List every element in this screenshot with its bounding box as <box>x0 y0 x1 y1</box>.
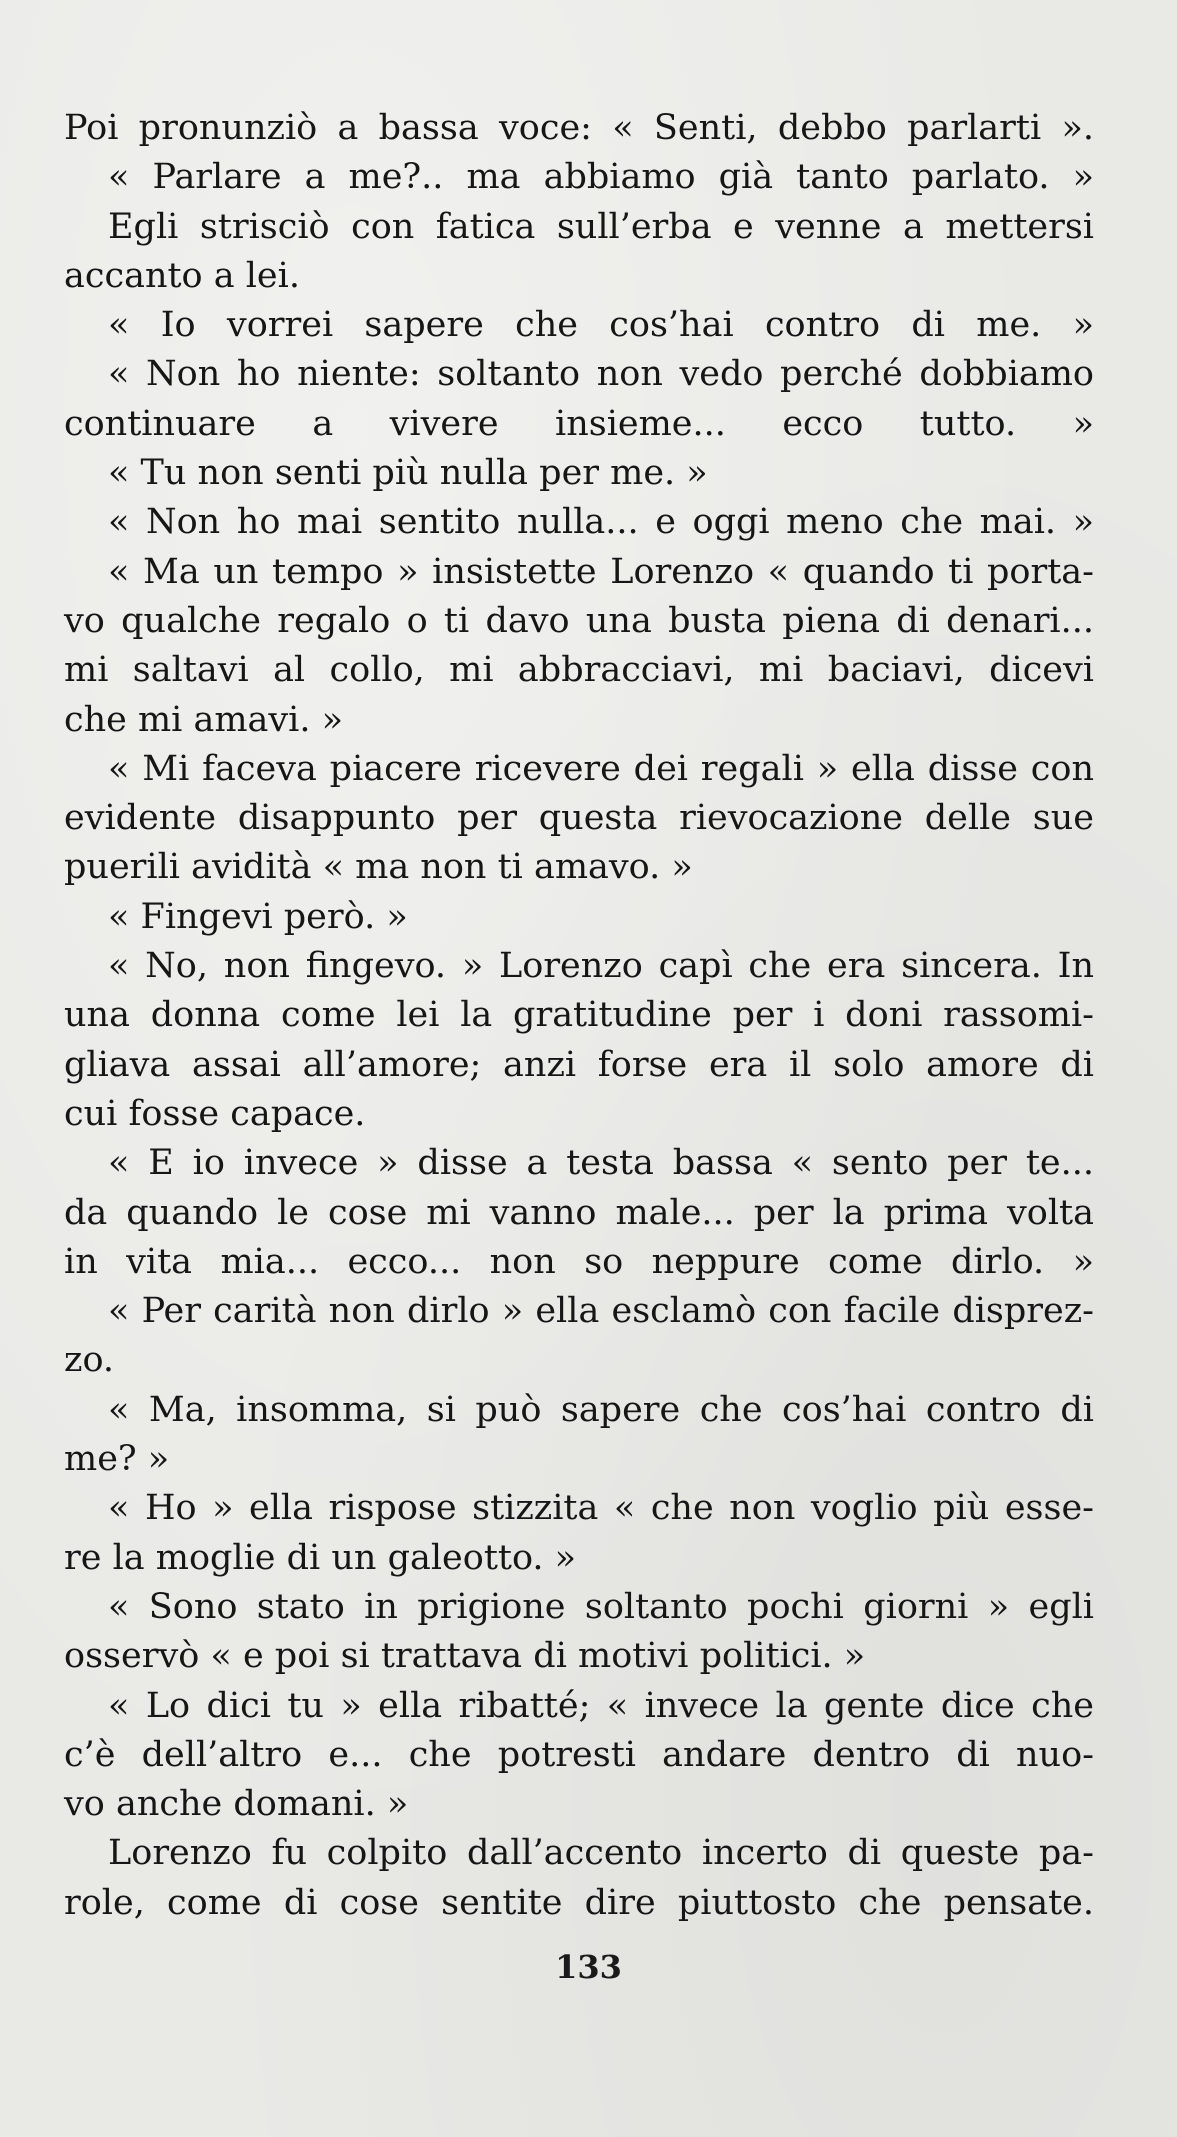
text-line: « Non ho mai sentito nulla... e oggi meno che mai. » <box>108 502 1094 543</box>
text-line: « No, non fingevo. » Lorenzo capì che era sincera. In <box>108 946 1094 987</box>
text-line: « Mi faceva piacere ricevere dei regali » ella disse con <box>108 748 1094 789</box>
text-line: mi saltavi al collo, mi abbracciavi, mi baciavi, dicevi <box>64 650 1094 691</box>
text-line: « Fingevi però. » <box>108 896 408 937</box>
text-line: « Per carità non dirlo » ella esclamò con facile disprez- <box>108 1291 1094 1332</box>
text-line: c’è dell’altro e... che potresti andare dentro di nuo- <box>64 1734 1094 1775</box>
text-line: role, come di cose sentite dire piuttosto che pensate. <box>64 1882 1094 1923</box>
text-line: osservò « e poi si trattava di motivi politici. » <box>64 1636 866 1677</box>
text-line: me? » <box>64 1439 170 1480</box>
text-line: gliava assai all’amore; anzi forse era il solo amore di <box>64 1044 1094 1085</box>
page-number: 133 <box>555 1948 622 1986</box>
text-line: « Ho » ella rispose stizzita « che non voglio più esse- <box>108 1488 1094 1529</box>
text-line: una donna come lei la gratitudine per i doni rassomi- <box>64 995 1094 1036</box>
text-line: vo anche domani. » <box>64 1784 409 1825</box>
body-text <box>64 104 1094 1928</box>
text-line: « Ma, insomma, si può sapere che cos’hai contro di <box>108 1389 1094 1430</box>
text-line: Lorenzo fu colpito dall’accento incerto di queste pa- <box>108 1833 1094 1874</box>
text-line: « Io vorrei sapere che cos’hai contro di me. » <box>108 305 1094 346</box>
text-line: « Lo dici tu » ella ribatté; « invece la gente dice che <box>108 1685 1094 1726</box>
text-line: « E io invece » disse a testa bassa « sento per te... <box>108 1143 1094 1184</box>
text-line: Egli strisciò con fatica sull’erba e venne a mettersi <box>108 206 1094 247</box>
text-line: zo. <box>64 1340 115 1381</box>
text-line: che mi amavi. » <box>64 699 344 740</box>
text-line: vo qualche regalo o ti davo una busta piena di denari... <box>64 600 1094 641</box>
text-line: re la moglie di un galeotto. » <box>64 1537 577 1578</box>
text-line: continuare a vivere insieme... ecco tutto. » <box>64 403 1094 444</box>
text-line: « Parlare a me?.. ma abbiamo già tanto parlato. » <box>108 157 1094 198</box>
text-line: cui fosse capace. <box>64 1093 366 1134</box>
text-line: « Ma un tempo » insistette Lorenzo « quando ti porta- <box>108 551 1094 592</box>
text-line: evidente disappunto per questa rievocazione delle sue <box>64 798 1094 839</box>
text-line: « Tu non senti più nulla per me. » <box>108 453 708 494</box>
text-line: Poi pronunziò a bassa voce: « Senti, debbo parlarti ». <box>64 108 1094 148</box>
text-line: « Sono stato in prigione soltanto pochi giorni » egli <box>108 1586 1094 1627</box>
text-line: puerili avidità « ma non ti amavo. » <box>64 847 693 888</box>
text-line: « Non ho niente: soltanto non vedo perché dobbiamo <box>108 354 1094 395</box>
text-line: in vita mia... ecco... non so neppure come dirlo. » <box>64 1241 1094 1282</box>
text-line: da quando le cose mi vanno male... per la prima volta <box>64 1192 1094 1233</box>
text-line: accanto a lei. <box>64 255 300 296</box>
